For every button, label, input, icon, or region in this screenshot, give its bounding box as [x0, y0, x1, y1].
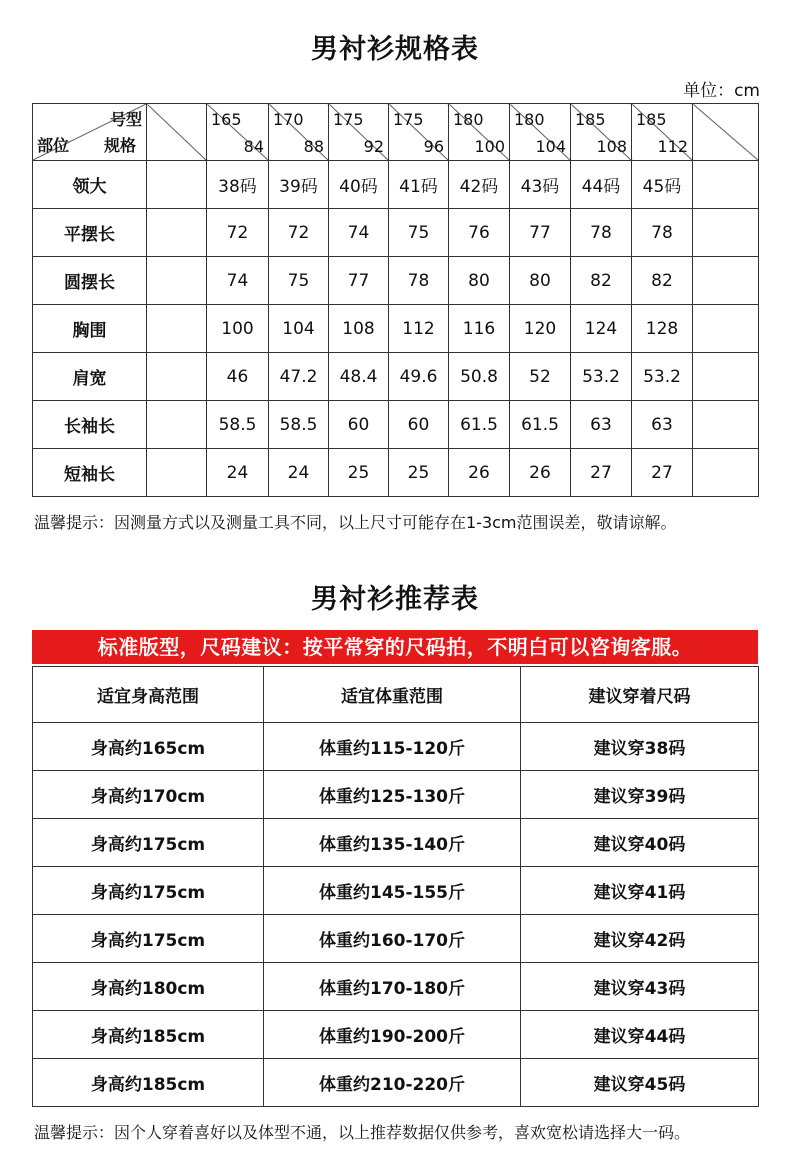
- size-chest: 84: [243, 137, 264, 156]
- table-row: [33, 771, 759, 819]
- table-cell: 25: [389, 449, 449, 497]
- size-header: [329, 104, 389, 161]
- table-cell: 74: [207, 257, 269, 305]
- table-corner-header: [33, 104, 147, 161]
- size-chest: 108: [596, 137, 627, 156]
- table-header-row: [33, 667, 759, 723]
- table-cell: 78: [632, 209, 693, 257]
- size-header: [389, 104, 449, 161]
- table-cell: 27: [571, 449, 632, 497]
- table-row: [33, 305, 759, 353]
- height-cell: 身高约165cm: [33, 723, 264, 771]
- table-cell: 128: [632, 305, 693, 353]
- table-cell: 42码: [449, 161, 510, 209]
- empty-cell: [693, 449, 759, 497]
- column-header: 建议穿着尺码: [521, 667, 759, 723]
- weight-cell: 体重约115-120斤: [264, 723, 521, 771]
- table-cell: 39码: [269, 161, 329, 209]
- weight-cell: 体重约190-200斤: [264, 1011, 521, 1059]
- table-cell: 78: [571, 209, 632, 257]
- size-height: 175: [333, 110, 364, 129]
- table-row: [33, 963, 759, 1011]
- weight-cell: 体重约135-140斤: [264, 819, 521, 867]
- row-label: 圆摆长: [33, 257, 147, 305]
- size-height: 165: [211, 110, 242, 129]
- row-label: 平摆长: [33, 209, 147, 257]
- table-cell: 75: [269, 257, 329, 305]
- table-cell: 72: [269, 209, 329, 257]
- table-cell: 50.8: [449, 353, 510, 401]
- size-height: 185: [636, 110, 667, 129]
- size-height: 170: [273, 110, 304, 129]
- size-header: [207, 104, 269, 161]
- size-header: [269, 104, 329, 161]
- rec-note: 温馨提示：因个人穿着喜好以及体型不通，以上推荐数据仅供参考，喜欢宽松请选择大一码。: [34, 1123, 691, 1142]
- size-label: 号型: [109, 110, 142, 129]
- table-row: [33, 353, 759, 401]
- table-cell: 124: [571, 305, 632, 353]
- table-cell: 24: [207, 449, 269, 497]
- table-cell: 104: [269, 305, 329, 353]
- size-height: 185: [575, 110, 606, 129]
- table-cell: 52: [510, 353, 571, 401]
- empty-cell: [147, 449, 207, 497]
- table-cell: 82: [571, 257, 632, 305]
- column-header: 适宜体重范围: [264, 667, 521, 723]
- row-label: 领大: [33, 161, 147, 209]
- spec-table-title: 男衬衫规格表: [311, 34, 479, 65]
- rec-table-title: 男衬衫推荐表: [311, 584, 479, 615]
- table-cell: 63: [571, 401, 632, 449]
- table-row: [33, 401, 759, 449]
- table-cell: 72: [207, 209, 269, 257]
- diagonal-cell: [147, 104, 207, 161]
- size-cell: 建议穿40码: [521, 819, 759, 867]
- size-cell: 建议穿38码: [521, 723, 759, 771]
- size-chest: 112: [657, 137, 688, 156]
- size-chest: 92: [363, 137, 384, 156]
- diagonal-cell: [693, 104, 759, 161]
- empty-cell: [147, 353, 207, 401]
- table-cell: 112: [389, 305, 449, 353]
- table-cell: 80: [449, 257, 510, 305]
- table-cell: 58.5: [207, 401, 269, 449]
- size-header: [571, 104, 632, 161]
- table-cell: 49.6: [389, 353, 449, 401]
- table-cell: 45码: [632, 161, 693, 209]
- table-row: [33, 723, 759, 771]
- column-header: 适宜身高范围: [33, 667, 264, 723]
- size-cell: 建议穿43码: [521, 963, 759, 1011]
- size-header: [510, 104, 571, 161]
- table-cell: 60: [329, 401, 389, 449]
- size-chest: 100: [474, 137, 505, 156]
- table-row: [33, 867, 759, 915]
- height-cell: 身高约185cm: [33, 1059, 264, 1107]
- size-height: 180: [514, 110, 545, 129]
- table-row: [33, 209, 759, 257]
- height-cell: 身高约180cm: [33, 963, 264, 1011]
- empty-cell: [147, 305, 207, 353]
- table-row: [33, 819, 759, 867]
- table-row: [33, 161, 759, 209]
- table-cell: 82: [632, 257, 693, 305]
- table-row: [33, 1059, 759, 1107]
- size-chest: 96: [423, 137, 444, 156]
- size-cell: 建议穿42码: [521, 915, 759, 963]
- table-cell: 77: [329, 257, 389, 305]
- row-label: 短袖长: [33, 449, 147, 497]
- table-cell: 24: [269, 449, 329, 497]
- recommendation-table: [32, 666, 759, 1107]
- table-cell: 58.5: [269, 401, 329, 449]
- table-cell: 60: [389, 401, 449, 449]
- table-cell: 116: [449, 305, 510, 353]
- table-cell: 53.2: [632, 353, 693, 401]
- empty-cell: [693, 305, 759, 353]
- table-cell: 26: [449, 449, 510, 497]
- table-cell: 53.2: [571, 353, 632, 401]
- table-cell: 38码: [207, 161, 269, 209]
- size-advice-banner: 标准版型，尺码建议：按平常穿的尺码拍，不明白可以咨询客服。: [32, 630, 758, 664]
- height-cell: 身高约170cm: [33, 771, 264, 819]
- table-cell: 43码: [510, 161, 571, 209]
- empty-cell: [693, 209, 759, 257]
- table-cell: 76: [449, 209, 510, 257]
- table-cell: 100: [207, 305, 269, 353]
- weight-cell: 体重约125-130斤: [264, 771, 521, 819]
- table-cell: 40码: [329, 161, 389, 209]
- size-cell: 建议穿45码: [521, 1059, 759, 1107]
- table-cell: 78: [389, 257, 449, 305]
- table-cell: 61.5: [449, 401, 510, 449]
- height-cell: 身高约185cm: [33, 1011, 264, 1059]
- size-header: [449, 104, 510, 161]
- height-cell: 身高约175cm: [33, 915, 264, 963]
- spec-note: 温馨提示：因测量方式以及测量工具不同，以上尺寸可能存在1-3cm范围误差，敬请谅解。: [34, 513, 677, 532]
- table-cell: 120: [510, 305, 571, 353]
- empty-cell: [693, 161, 759, 209]
- empty-cell: [147, 257, 207, 305]
- size-cell: 建议穿44码: [521, 1011, 759, 1059]
- row-label: 长袖长: [33, 401, 147, 449]
- weight-cell: 体重约170-180斤: [264, 963, 521, 1011]
- table-cell: 41码: [389, 161, 449, 209]
- size-header: [632, 104, 693, 161]
- table-cell: 48.4: [329, 353, 389, 401]
- table-cell: 108: [329, 305, 389, 353]
- table-cell: 46: [207, 353, 269, 401]
- unit-label: 单位：cm: [683, 81, 760, 101]
- table-cell: 26: [510, 449, 571, 497]
- table-cell: 27: [632, 449, 693, 497]
- table-cell: 61.5: [510, 401, 571, 449]
- part-label: 部位: [37, 136, 70, 155]
- table-row: [33, 257, 759, 305]
- table-cell: 74: [329, 209, 389, 257]
- height-cell: 身高约175cm: [33, 867, 264, 915]
- row-label: 胸围: [33, 305, 147, 353]
- table-row: [33, 1011, 759, 1059]
- empty-cell: [147, 209, 207, 257]
- size-height: 175: [393, 110, 424, 129]
- size-cell: 建议穿39码: [521, 771, 759, 819]
- empty-cell: [693, 257, 759, 305]
- weight-cell: 体重约160-170斤: [264, 915, 521, 963]
- spec-label: 规格: [103, 136, 136, 155]
- row-label: 肩宽: [33, 353, 147, 401]
- empty-cell: [147, 401, 207, 449]
- table-cell: 77: [510, 209, 571, 257]
- size-chest: 88: [303, 137, 324, 156]
- table-row: [33, 915, 759, 963]
- size-chest: 104: [535, 137, 566, 156]
- size-cell: 建议穿41码: [521, 867, 759, 915]
- height-cell: 身高约175cm: [33, 819, 264, 867]
- table-cell: 80: [510, 257, 571, 305]
- table-row: [33, 449, 759, 497]
- table-cell: 47.2: [269, 353, 329, 401]
- weight-cell: 体重约210-220斤: [264, 1059, 521, 1107]
- empty-cell: [693, 401, 759, 449]
- table-cell: 25: [329, 449, 389, 497]
- weight-cell: 体重约145-155斤: [264, 867, 521, 915]
- table-cell: 75: [389, 209, 449, 257]
- table-cell: 63: [632, 401, 693, 449]
- size-spec-table: [32, 103, 759, 497]
- empty-cell: [693, 353, 759, 401]
- empty-cell: [147, 161, 207, 209]
- size-height: 180: [453, 110, 484, 129]
- table-cell: 44码: [571, 161, 632, 209]
